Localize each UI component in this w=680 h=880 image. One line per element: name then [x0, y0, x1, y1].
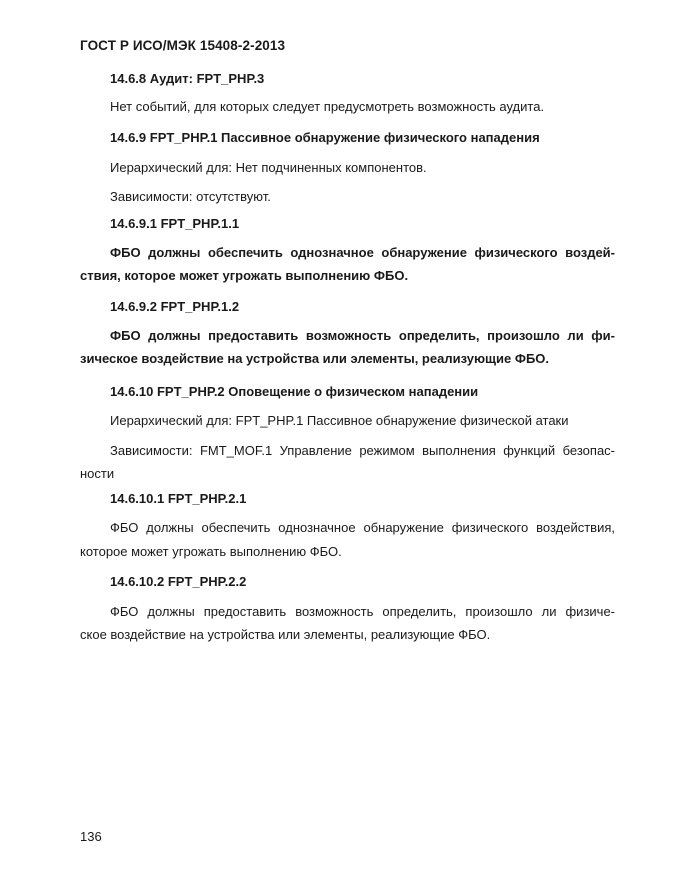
requirement-php-1-2-line2: зическое воздействие на устройства или элементы, реализующие ФБО.	[80, 351, 550, 366]
paragraph-dependencies-php1: Зависимости: отсутствуют.	[110, 189, 271, 204]
paragraph-hierarchy-php1: Иерархический для: Нет подчиненных компонентов.	[110, 160, 427, 175]
requirement-php-2-2-line2: ское воздействие на устройства или элементы, реализующие ФБО.	[80, 627, 491, 642]
requirement-php-1-2-line1: ФБО должны предоставить возможность определить, произошло ли фи-	[110, 328, 615, 343]
standard-header: ГОСТ Р ИСО/МЭК 15408-2-2013	[80, 38, 286, 53]
section-heading-14-6-10-1: 14.6.10.1 FPT_PHP.2.1	[110, 491, 247, 506]
requirement-php-2-1-line2: которое может угрожать выполнению ФБО.	[80, 544, 342, 559]
section-heading-14-6-10-2: 14.6.10.2 FPT_PHP.2.2	[110, 574, 247, 589]
section-heading-14-6-9-2: 14.6.9.2 FPT_PHP.1.2	[110, 299, 240, 314]
paragraph-dependencies-php2-line1: Зависимости: FMT_MOF.1 Управление режимом выполнения функций безопас-	[110, 443, 615, 458]
paragraph-dependencies-php2-line2: ности	[80, 466, 115, 481]
requirement-php-2-2-line1: ФБО должны предоставить возможность определить, произошло ли физиче-	[110, 604, 615, 619]
requirement-php-2-1-line1: ФБО должны обеспечить однозначное обнаружение физического воздействия,	[110, 520, 615, 535]
page-number: 136	[80, 829, 102, 844]
paragraph-hierarchy-php2: Иерархический для: FPT_PHP.1 Пассивное обнаружение физической атаки	[110, 413, 569, 428]
section-heading-14-6-10: 14.6.10 FPT_PHP.2 Оповещение о физическом нападении	[110, 384, 479, 399]
section-heading-14-6-9-1: 14.6.9.1 FPT_PHP.1.1	[110, 216, 240, 231]
requirement-php-1-1-line2: ствия, которое может угрожать выполнению ФБО.	[80, 268, 409, 283]
paragraph-audit: Нет событий, для которых следует предусмотреть возможность аудита.	[110, 99, 545, 114]
requirement-php-1-1-line1: ФБО должны обеспечить однозначное обнаружение физического воздей-	[110, 245, 615, 260]
section-heading-14-6-9: 14.6.9 FPT_PHP.1 Пассивное обнаружение физического нападения	[110, 130, 540, 145]
section-heading-14-6-8: 14.6.8 Аудит: FPT_PHP.3	[110, 71, 265, 86]
